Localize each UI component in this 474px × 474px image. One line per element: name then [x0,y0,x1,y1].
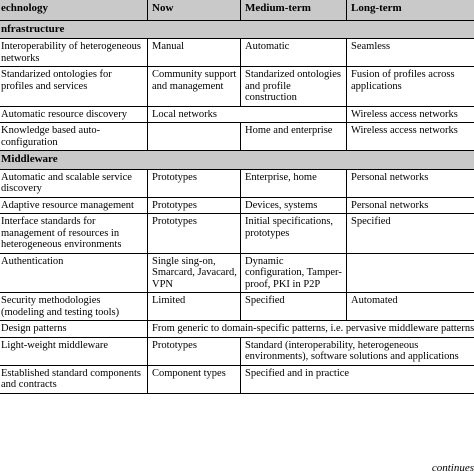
cell-technology: Standarized ontologies for profiles and services [0,67,148,107]
table-row [0,169,474,197]
cell-now: Component types [148,365,241,393]
header-technology: echnology [0,0,148,20]
cell-technology: Authentication [0,253,148,293]
cell-medium-term: Home and enterprise [241,123,347,151]
cell-technology: Interoperability of heterogeneous networks [0,39,148,67]
cell-now: Prototypes [148,337,241,365]
cell-technology: Established standard components and contracts [0,365,148,393]
cell-medium-term: Initial specifications, prototypes [241,214,347,254]
section-row-infrastructure [0,20,474,39]
cell-medium-term: Devices, systems [241,197,347,214]
table-row [0,293,474,321]
cell-technology: Knowledge based auto-configuration [0,123,148,151]
cell-medium-long-term: Standard (interoperability, heterogeneous environments), software solutions and applications [241,337,474,365]
cell-technology: Automatic resource discovery [0,106,148,123]
cell-now: Limited [148,293,241,321]
cell-medium-long-term: Specified and in practice [241,365,474,393]
cell-now: Prototypes [148,214,241,254]
cell-technology: Interface standards for management of resources in heterogeneous environments [0,214,148,254]
cell-now: Single sing-on, Smarcard, Javacard, VPN [148,253,241,293]
cell-now: Prototypes [148,197,241,214]
section-label-infrastructure: nfrastructure [0,20,474,39]
cell-long-term: Wireless access networks [347,123,474,151]
cell-medium-term: Specified [241,293,347,321]
section-label-middleware: Middleware [0,151,474,170]
continues-note: continues [431,462,474,474]
header-now: Now [148,0,241,20]
header-medium-term: Medium-term [241,0,347,20]
cell-long-term: Automated [347,293,474,321]
cell-medium-term: Enterprise, home [241,169,347,197]
table-row [0,123,474,151]
cell-long-term: Specified [347,214,474,254]
cell-now [148,123,241,151]
section-row-middleware [0,151,474,170]
header-long-term: Long-term [347,0,474,20]
cell-long-term: Personal networks [347,197,474,214]
table-row [0,39,474,67]
cell-now: Manual [148,39,241,67]
cell-technology: Adaptive resource management [0,197,148,214]
table-row [0,106,474,123]
cell-now: Community support and management [148,67,241,107]
cell-technology: Security methodologies (modeling and testing tools) [0,293,148,321]
cell-technology: Automatic and scalable service discovery [0,169,148,197]
cell-now-medium-term: Local networks [148,106,347,123]
cell-technology: Light-weight middleware [0,337,148,365]
table-row [0,253,474,293]
cell-spanning-note: From generic to domain-specific patterns, i.e. pervasive middleware patterns [148,321,474,338]
table-row [0,214,474,254]
cell-technology: Design patterns [0,321,148,338]
cell-now: Prototypes [148,169,241,197]
cell-long-term: Seamless [347,39,474,67]
cell-medium-term: Standarized ontologies and profile construction [241,67,347,107]
table-row [0,197,474,214]
cell-long-term [347,253,474,293]
cell-long-term: Personal networks [347,169,474,197]
table-row [0,337,474,365]
header-row [0,0,474,20]
table-row [0,365,474,393]
cell-long-term: Fusion of profiles across applications [347,67,474,107]
table-row [0,67,474,107]
cell-medium-term: Automatic [241,39,347,67]
cell-long-term: Wireless access networks [347,106,474,123]
table-row [0,321,474,338]
cell-medium-term: Dynamic configuration, Tamper-proof, PKI in P2P [241,253,347,293]
